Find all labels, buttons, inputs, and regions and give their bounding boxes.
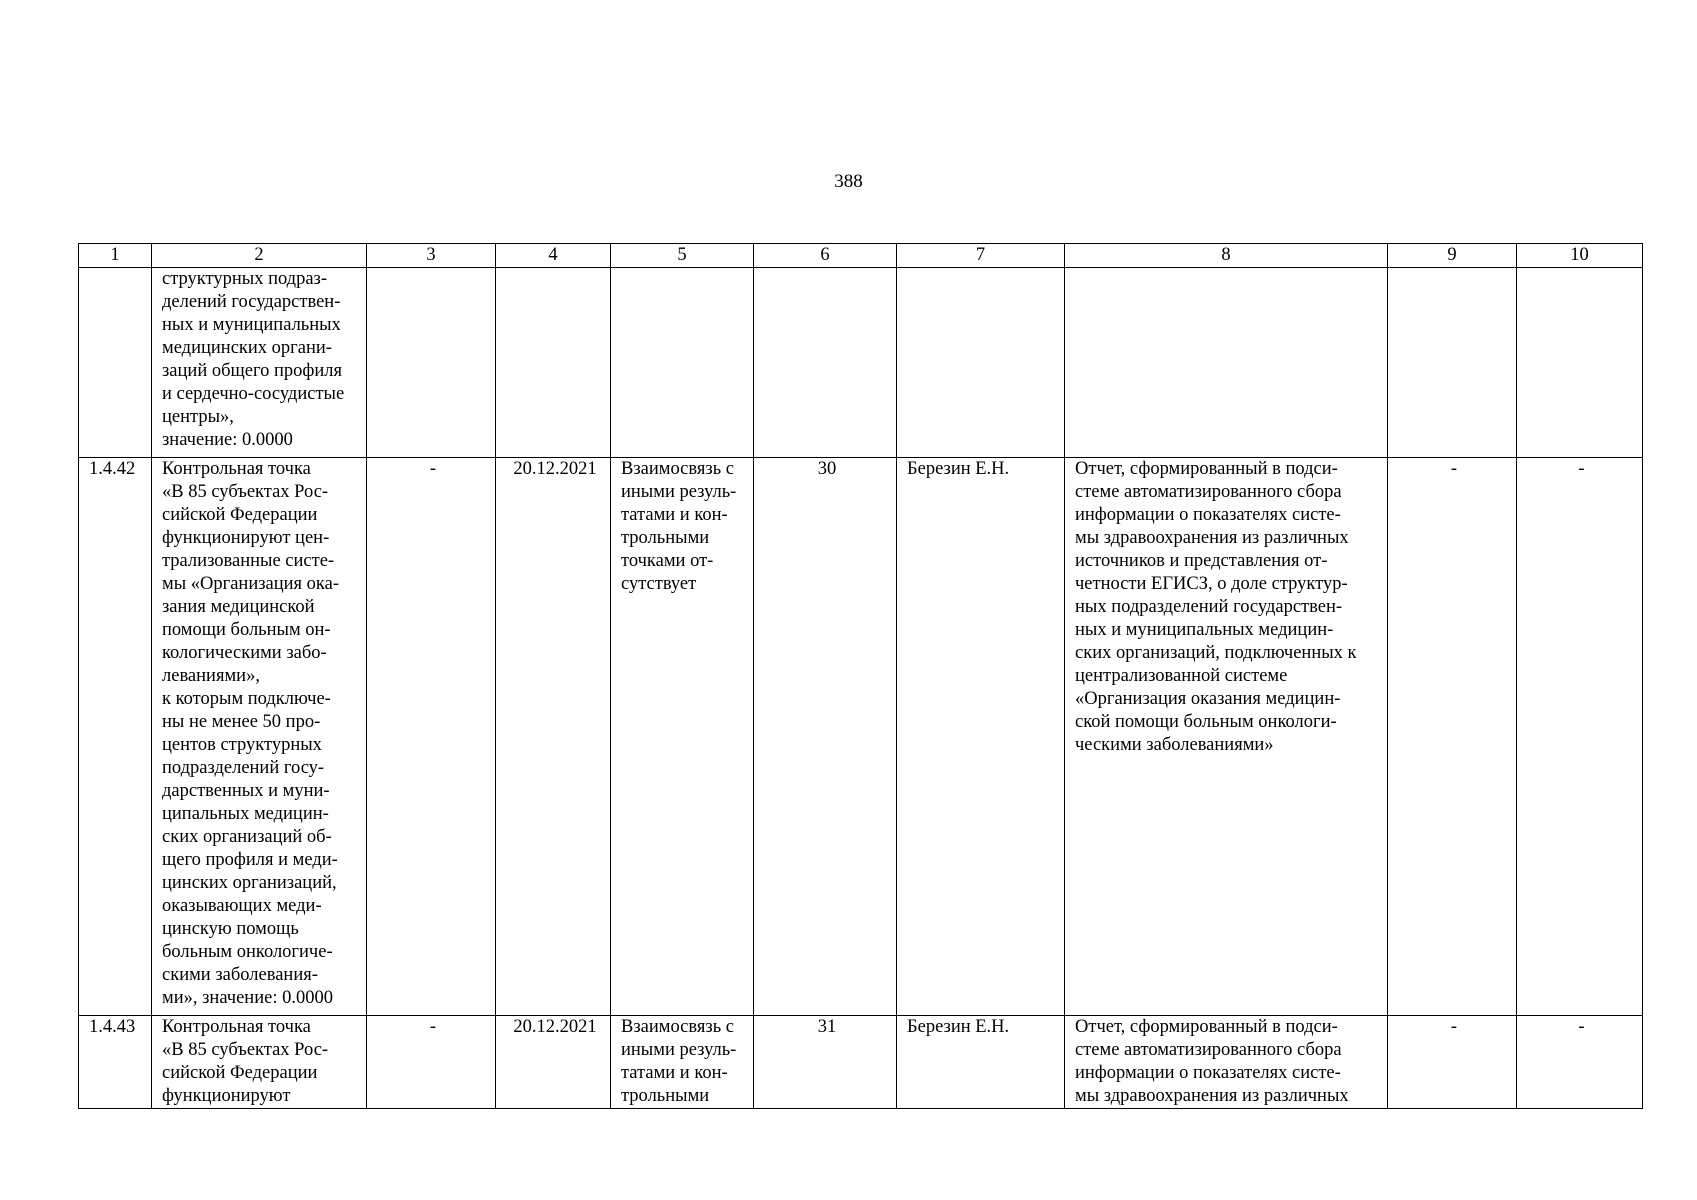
table-cell bbox=[1517, 268, 1643, 458]
table-cell: - bbox=[1517, 1016, 1643, 1109]
table-cell: 30 bbox=[754, 458, 897, 1016]
table-cell: 31 bbox=[754, 1016, 897, 1109]
row-number-cell: 1.4.43 bbox=[79, 1016, 152, 1109]
column-header: 9 bbox=[1388, 244, 1517, 268]
table-cell: - bbox=[1517, 458, 1643, 1016]
report-cell: Отчет, сформированный в подси- стеме автоматизированного сбора информации о показателях систе- мы здравоохранения из различных источников и представления от- четности ЕГИСЗ, о доле структур- ных подразделений государствен- ных и муниципальных медицин- ских организаций, подключенных к централизованной системе «Организация оказания медицин- ской помощи больным онкологи- ческими заболеваниями» bbox=[1065, 458, 1388, 1016]
table-cell: - bbox=[367, 1016, 496, 1109]
column-header: 8 bbox=[1065, 244, 1388, 268]
column-header: 1 bbox=[79, 244, 152, 268]
row-number-cell: 1.4.42 bbox=[79, 458, 152, 1016]
date-cell bbox=[496, 268, 611, 458]
column-header: 10 bbox=[1517, 244, 1643, 268]
report-cell: Отчет, сформированный в подси- стеме автоматизированного сбора информации о показателях систе- мы здравоохранения из различных bbox=[1065, 1016, 1388, 1109]
table-header-row bbox=[79, 244, 1643, 268]
relation-cell: Взаимосвязь с иными резуль- татами и кон- трольными точками от- сутствует bbox=[611, 458, 754, 1016]
table-row bbox=[79, 268, 1643, 458]
data-table bbox=[78, 243, 1643, 1109]
responsible-cell bbox=[897, 268, 1065, 458]
row-number-cell bbox=[79, 268, 152, 458]
page-number: 388 bbox=[834, 171, 863, 192]
relation-cell: Взаимосвязь с иными резуль- татами и кон- трольными bbox=[611, 1016, 754, 1109]
column-header: 4 bbox=[496, 244, 611, 268]
table-cell: - bbox=[1388, 458, 1517, 1016]
column-header: 2 bbox=[152, 244, 367, 268]
relation-cell bbox=[611, 268, 754, 458]
name-cell: Контрольная точка «В 85 субъектах Рос- сийской Федерации функционируют цен- трализованные систе- мы «Организация ока- зания медицинской помощи больным он- кологическими забо- леваниями», к которым подключе- ны не менее 50 про- центов структурных подразделений госу- дарственных и муни- ципальных медицин- ских организаций об- щего профиля и меди- цинских организаций, оказывающих меди- цинскую помощь больным онкологиче- скими заболевания- ми», значение: 0.0000 bbox=[152, 458, 367, 1016]
report-cell bbox=[1065, 268, 1388, 458]
table-row bbox=[79, 458, 1643, 1016]
table-cell: - bbox=[1388, 1016, 1517, 1109]
column-header: 5 bbox=[611, 244, 754, 268]
name-cell: структурных подраз- делений государствен- ных и муниципальных медицинских органи- заций общего профиля и сердечно-сосудистые центры», значение: 0.0000 bbox=[152, 268, 367, 458]
column-header: 7 bbox=[897, 244, 1065, 268]
responsible-cell: Березин Е.Н. bbox=[897, 458, 1065, 1016]
table-cell: - bbox=[367, 458, 496, 1016]
responsible-cell: Березин Е.Н. bbox=[897, 1016, 1065, 1109]
column-header: 3 bbox=[367, 244, 496, 268]
date-cell: 20.12.2021 bbox=[496, 458, 611, 1016]
date-cell: 20.12.2021 bbox=[496, 1016, 611, 1109]
column-header: 6 bbox=[754, 244, 897, 268]
table-row bbox=[79, 1016, 1643, 1109]
table-cell bbox=[1388, 268, 1517, 458]
table-cell bbox=[754, 268, 897, 458]
table-cell bbox=[367, 268, 496, 458]
name-cell: Контрольная точка «В 85 субъектах Рос- сийской Федерации функционируют bbox=[152, 1016, 367, 1109]
